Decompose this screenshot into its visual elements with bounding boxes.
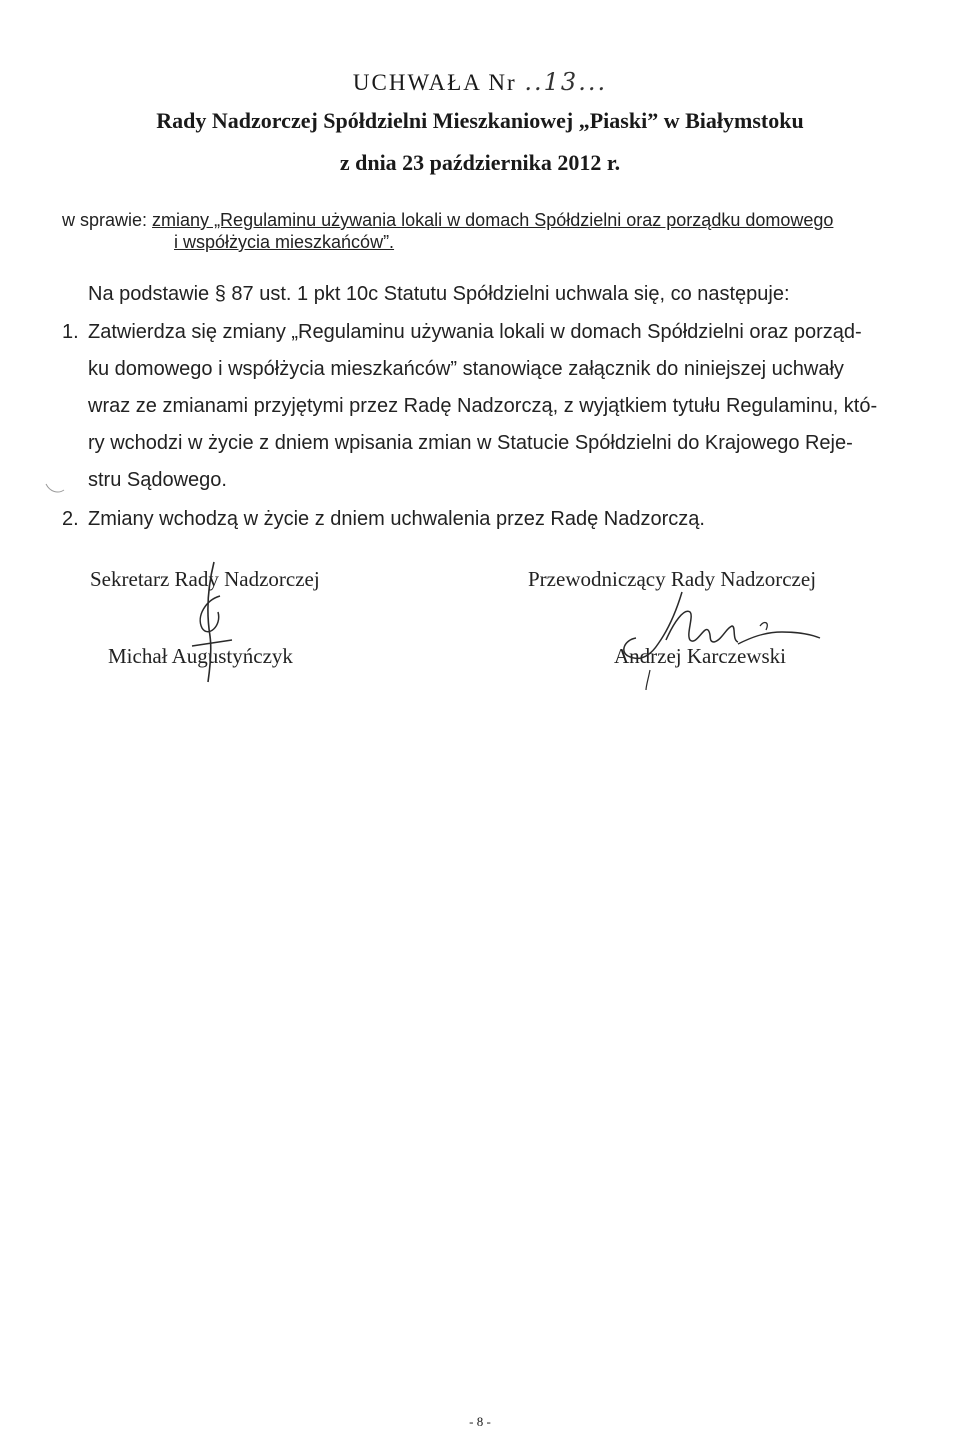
legal-basis: Na podstawie § 87 ust. 1 pkt 10c Statutu Spółdzielni uchwala się, co następuje: <box>88 283 790 305</box>
paragraph-line: ry wchodzi w życie z dniem wpisania zmian w Statucie Spółdzielni do Krajowego Reje- <box>88 432 853 454</box>
left-handwritten-signature <box>186 556 238 686</box>
left-signature-name: Michał Augustyńczyk <box>108 644 293 668</box>
paragraph-line: ku domowego i współżycia mieszkańców” stanowiące załącznik do niniejszej uchwały <box>88 358 844 380</box>
subject-label: w sprawie: <box>62 210 148 230</box>
subject-line-2: i współżycia mieszkańców”. <box>174 232 395 252</box>
paragraph-line: Zmiany wchodzą w życie z dniem uchwalenia przez Radę Nadzorczą. <box>88 508 705 530</box>
margin-mark <box>44 478 68 498</box>
paragraph-line: stru Sądowego. <box>88 469 227 491</box>
resolution-number: ..13... <box>524 68 608 96</box>
resolution-date: z dnia 23 października 2012 r. <box>339 150 621 175</box>
page-number: - 8 - <box>469 1414 491 1429</box>
right-handwritten-signature <box>610 582 825 692</box>
subject-line-1: zmiany „Regulaminu używania lokali w domach Spółdzielni oraz porządku domowego <box>152 210 834 230</box>
right-signature-name: Andrzej Karczewski <box>614 644 786 668</box>
paragraph-number: 2. <box>62 508 79 530</box>
subject <box>62 209 882 253</box>
title-prefix: UCHWAŁA Nr <box>352 70 517 95</box>
paragraph-2 <box>62 508 882 538</box>
paragraph-number: 1. <box>62 321 79 343</box>
paragraph-line: wraz ze zmianami przyjętymi przez Radę Nadzorczą, z wyjątkiem tytułu Regulaminu, któ- <box>88 395 878 417</box>
issuing-body: Rady Nadzorczej Spółdzielni Mieszkaniowej „Piaski” w Białymstoku <box>156 108 804 133</box>
document-title <box>0 68 960 96</box>
left-signature-role: Sekretarz Rady Nadzorczej <box>90 567 320 591</box>
paragraph-1 <box>62 321 882 501</box>
paragraph-line: Zatwierdza się zmiany „Regulaminu używania lokali w domach Spółdzielni oraz porząd- <box>88 321 862 343</box>
right-signature-role: Przewodniczący Rady Nadzorczej <box>528 567 817 591</box>
